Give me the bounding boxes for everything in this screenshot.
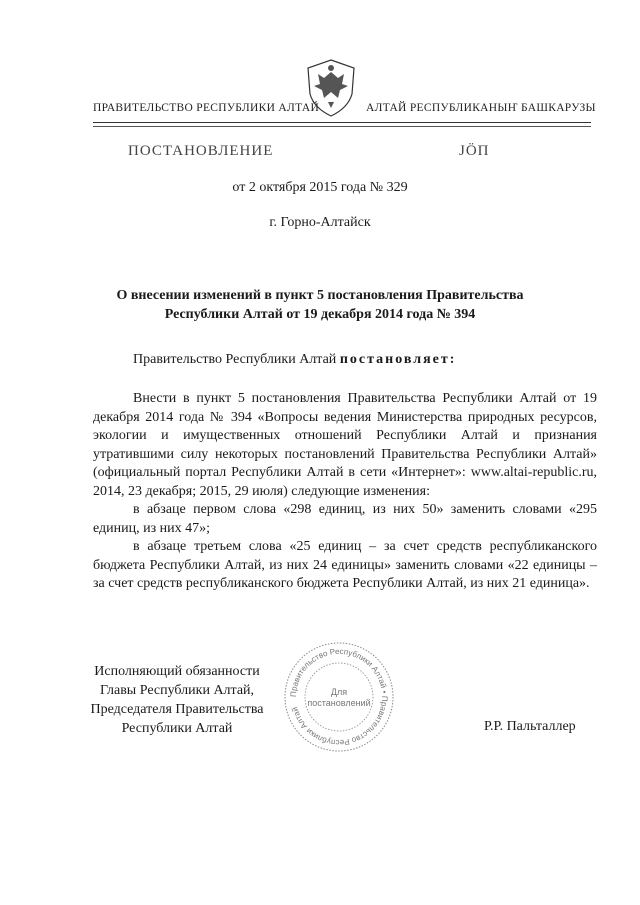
signatory-line-4: Республики Алтай: [121, 721, 233, 736]
body-paragraph-2: в абзаце первом слова «298 единиц, из них 50» заменить словами «295 единиц, из них 47»;: [93, 502, 597, 536]
intro-emphasis: постановляет:: [339, 352, 457, 367]
document-title: [80, 286, 560, 324]
signatory-title: [82, 662, 272, 738]
title-line-2: Республики Алтай от 19 декабря 2014 года № 394: [164, 307, 476, 322]
signatory-line-1: Исполняющий обязанности: [94, 664, 260, 679]
gov-name-altai: АЛТАЙ РЕСПУБЛИКАНЫҤ БАШКАРУЗЫ: [366, 102, 596, 114]
intro-sentence: [133, 352, 456, 368]
intro-text: Правительство Республики Алтай: [133, 352, 340, 367]
official-stamp-icon: [282, 640, 396, 754]
stamp-center-line-1: Для: [330, 687, 348, 697]
decree-label-altai: ЈÖП: [459, 143, 490, 159]
header-divider: [93, 122, 591, 123]
signatory-line-2: Главы Республики Алтай,: [99, 683, 255, 698]
signatory-line-3: Председателя Правительства: [90, 702, 264, 717]
body-paragraph-3: в абзаце третьем слова «25 единиц – за счет средств республиканского бюджета Республики Алтай, из них 24 единицы» заменить словами «22 единицы – за счет средств республиканского бюджета Республики Алтай, из них 21 единица».: [93, 539, 597, 591]
decree-label-russian: ПОСТАНОВЛЕНИЕ: [128, 143, 274, 159]
stamp-center-line-2: постановлений: [307, 698, 371, 708]
gov-name-russian: ПРАВИТЕЛЬСТВО РЕСПУБЛИКИ АЛТАЙ: [93, 102, 320, 114]
body-paragraph-1: Внести в пункт 5 постановления Правительства Республики Алтай от 19 декабря 2014 года № 394 «Вопросы ведения Министерства природных ресурсов, экологии и имущественных отношений Республики Алтай и признания утратившими силу некоторых постановлений Правительства Республики Алтай» (официальный портал Республики Алтай в сети «Интернет»: www.altai-republic.ru, 2014, 23 декабря; 2015, 29 июля) следующие изменения:: [93, 391, 597, 499]
title-line-1: О внесении изменений в пункт 5 постановления Правительства: [116, 288, 524, 303]
document-body: [93, 390, 597, 594]
signatory-name: Р.Р. Пальталлер: [484, 719, 576, 734]
header-divider-thin: [93, 126, 591, 127]
decree-city: г. Горно-Алтайск: [269, 215, 371, 230]
stamp-ring-text: Правительство Республики Алтай • Правительство Республики Алтай: [288, 646, 390, 748]
decree-date: от 2 октября 2015 года № 329: [232, 180, 408, 195]
